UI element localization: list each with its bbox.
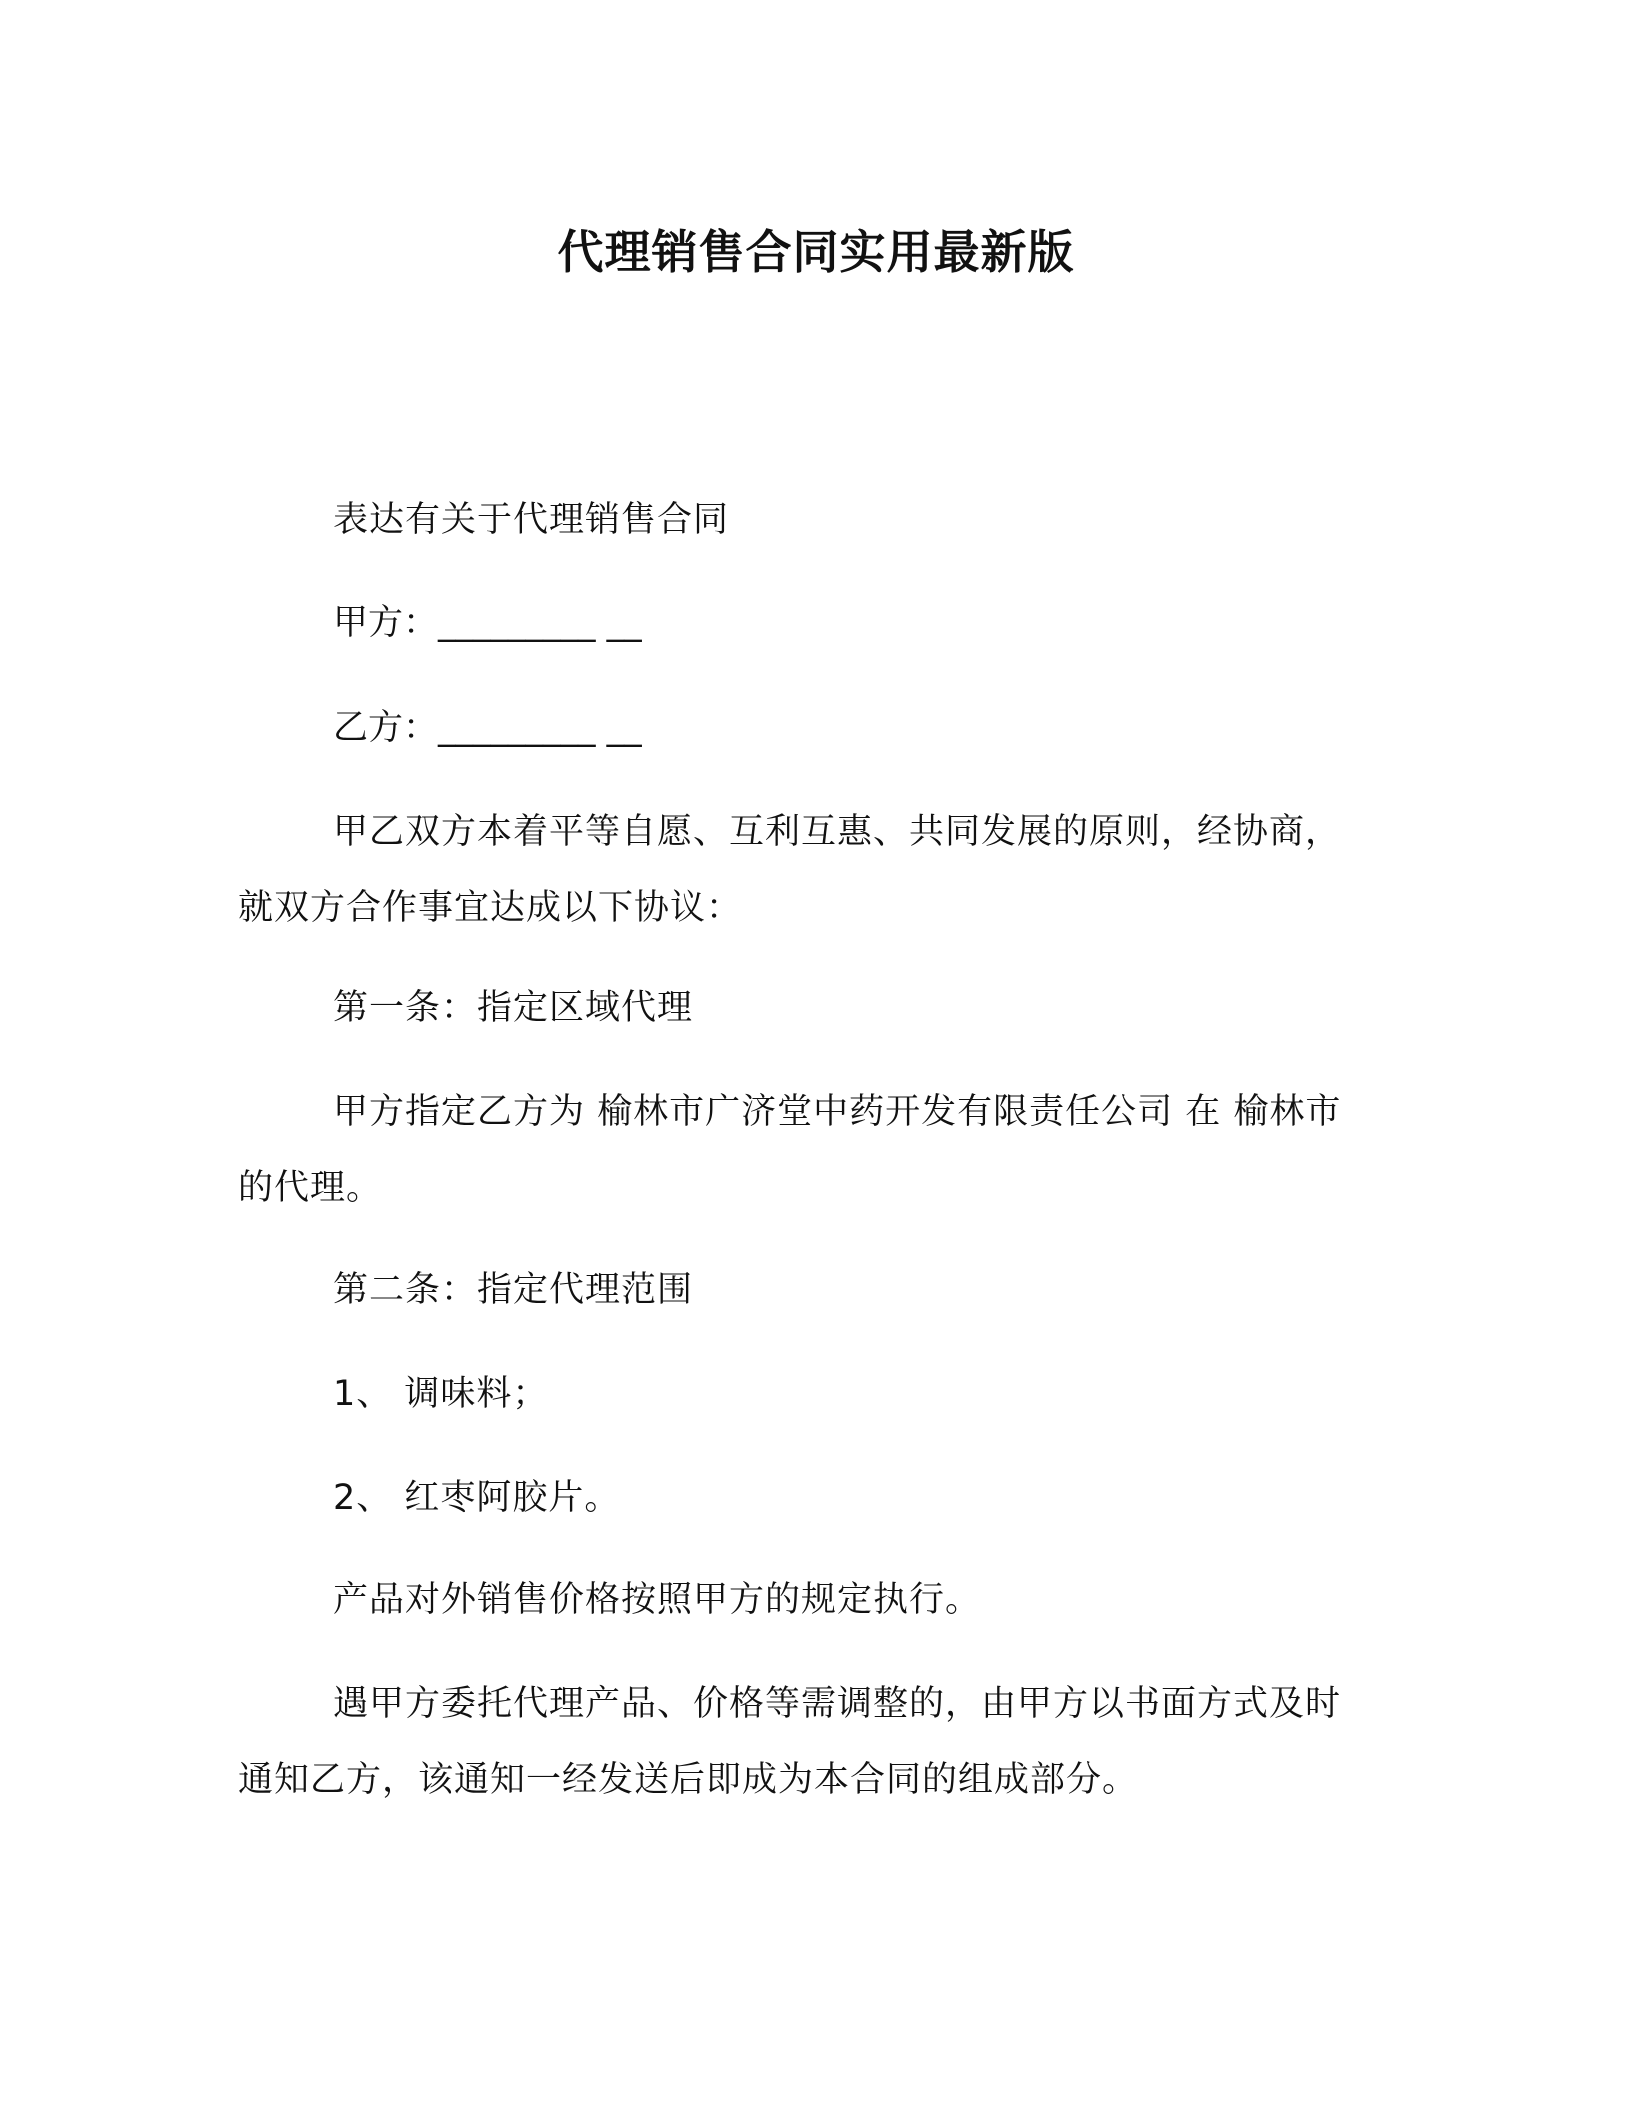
article-2-heading: 第二条：指定代理范围 (333, 1270, 694, 1310)
adjustment-line-1: 遇甲方委托代理产品、价格等需调整的，由甲方以书面方式及时 (333, 1684, 1342, 1724)
adjustment-line-2: 通知乙方，该通知一经发送后即成为本合同的组成部分。 (238, 1760, 1139, 1800)
intro-line: 表达有关于代理销售合同 (333, 500, 730, 540)
preamble-line-2: 就双方合作事宜达成以下协议： (238, 888, 743, 928)
document-title: 代理销售合同实用最新版 (557, 225, 1075, 279)
article-1-text-line-2: 的代理。 (238, 1168, 383, 1208)
preamble-line-1: 甲乙双方本着平等自愿、互利互惠、共同发展的原则，经协商， (333, 812, 1342, 852)
article-1-heading: 第一条：指定区域代理 (333, 988, 694, 1028)
party-b-line: 乙方：_________ __ (333, 708, 642, 748)
article-1-text-line-1: 甲方指定乙方为 榆林市广济堂中药开发有限责任公司 在 榆林市 (333, 1092, 1342, 1132)
scope-item-2: 2、 红枣阿胶片。 (333, 1478, 621, 1518)
party-a-line: 甲方：_________ __ (333, 603, 642, 643)
pricing-line: 产品对外销售价格按照甲方的规定执行。 (333, 1580, 982, 1620)
scope-item-1: 1、 调味料； (333, 1374, 549, 1414)
